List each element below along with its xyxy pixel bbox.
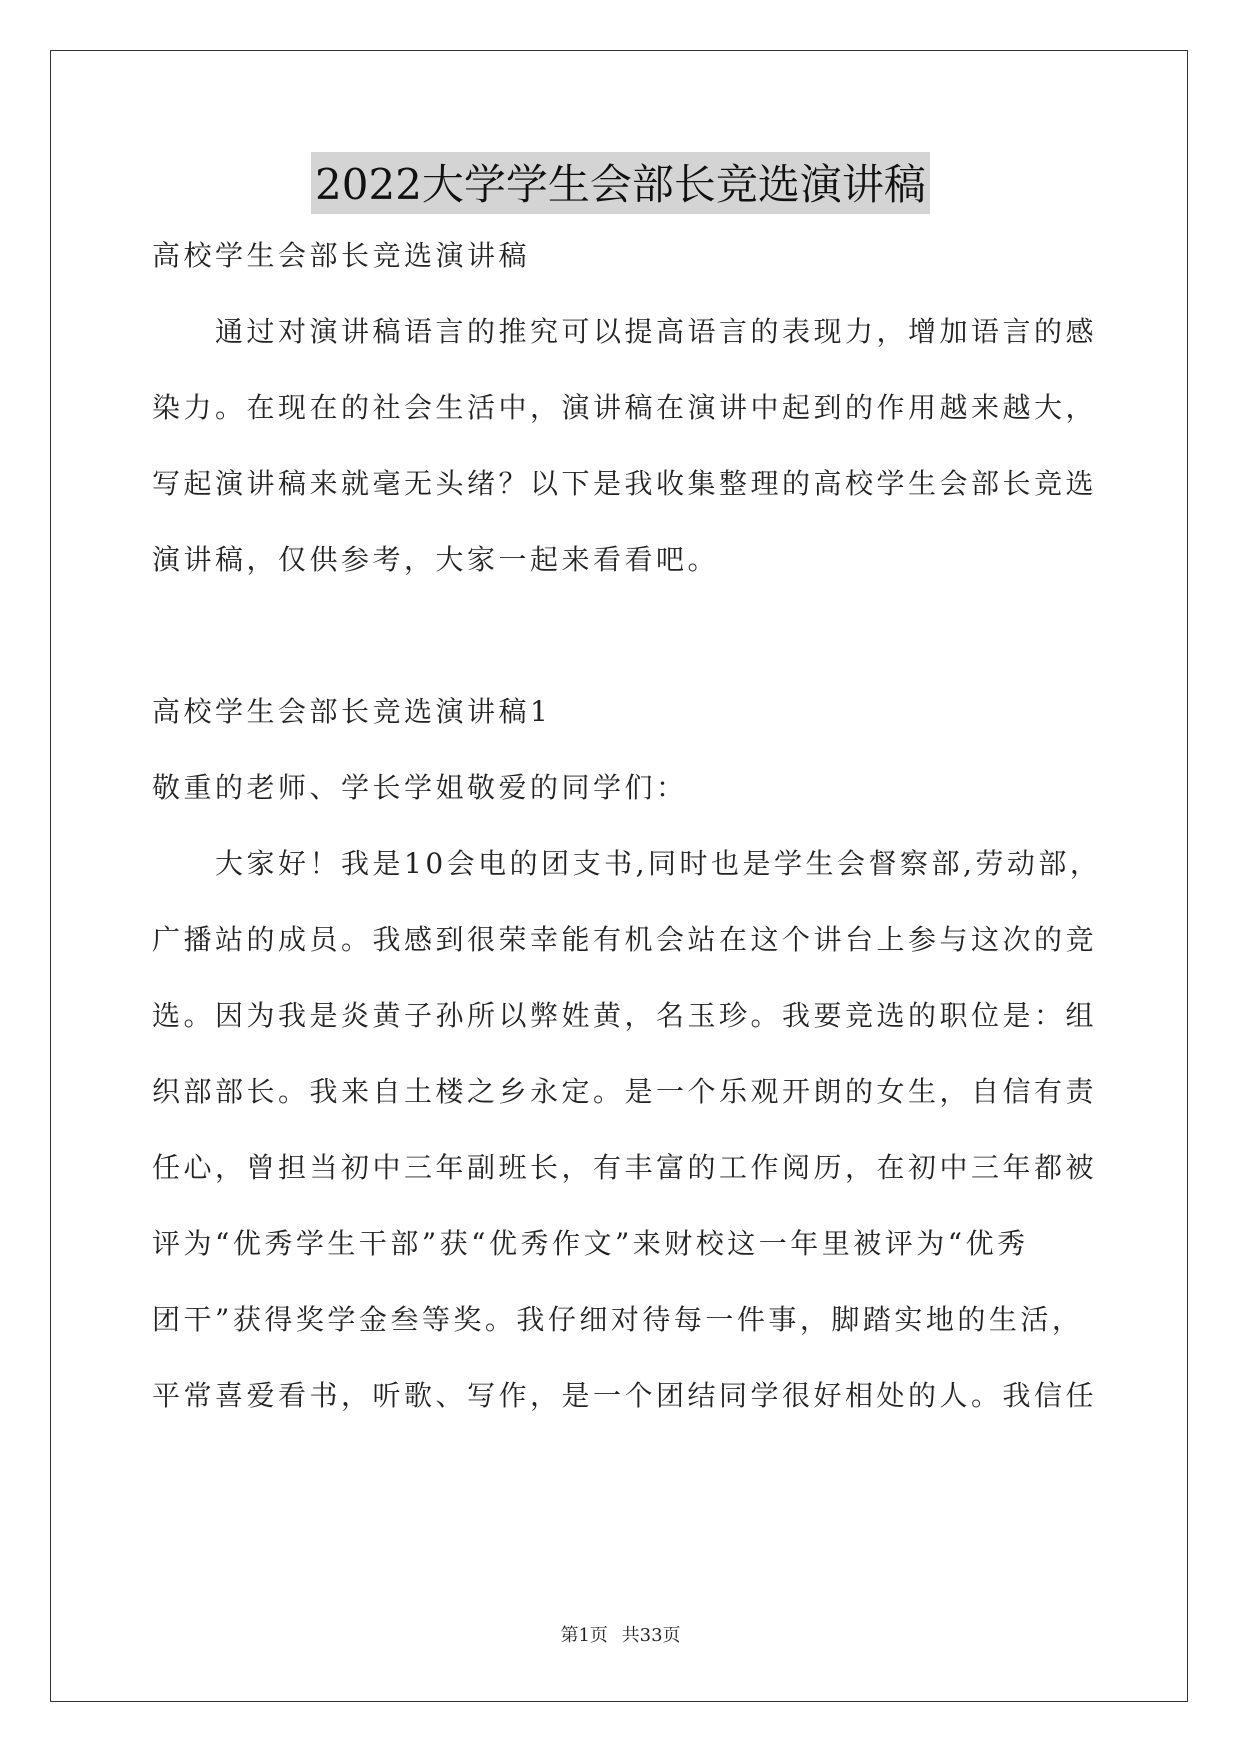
salutation: 敬重的老师、学长学姐敬爱的同学们： [152,771,688,804]
document-body [152,236,1102,1416]
body-line: 广播站的成员。我感到很荣幸能有机会站在这个讲台上参与这次的竞 [152,923,1098,956]
body-line: 选。因为我是炎黄子孙所以弊姓黄，名玉珍。我要竞选的职位是：组 [152,999,1098,1032]
title-container [0,152,1241,214]
body-line: 团干”获得奖学金叁等奖。我仔细对待每一件事，脚踏实地的生活， [152,1303,1084,1336]
intro-line: 演讲稿，仅供参考，大家一起来看看吧。 [152,543,720,576]
body-line: 评为“优秀学生干部”获“优秀作文”来财校这一年里被评为“优秀 [152,1227,1029,1260]
page-number: 第1页 [560,1625,608,1646]
document-title: 2022大学学生会部长竞选演讲稿 [311,152,930,214]
intro-line: 通过对演讲稿语言的推究可以提高语言的表现力，增加语言的感 [215,315,1098,348]
body-line: 织部部长。我来自土楼之乡永定。是一个乐观开朗的女生，自信有责 [152,1075,1098,1108]
page-total: 共33页 [621,1625,681,1646]
body-line: 大家好！我是10会电的团支书,同时也是学生会督察部,劳动部， [215,847,1102,880]
body-line: 任心，曾担当初中三年副班长，有丰富的工作阅历，在初中三年都被 [152,1151,1098,1184]
intro-line: 写起演讲稿来就毫无头绪？以下是我收集整理的高校学生会部长竞选 [152,467,1098,500]
body-line: 平常喜爱看书，听歌、写作，是一个团结同学很好相处的人。我信任 [152,1379,1098,1412]
page-footer [0,1621,1241,1647]
intro-line: 染力。在现在的社会生活中，演讲稿在演讲中起到的作用越来越大， [152,391,1098,424]
subtitle: 高校学生会部长竞选演讲稿 [152,239,531,272]
section-heading: 高校学生会部长竞选演讲稿1 [152,695,552,728]
